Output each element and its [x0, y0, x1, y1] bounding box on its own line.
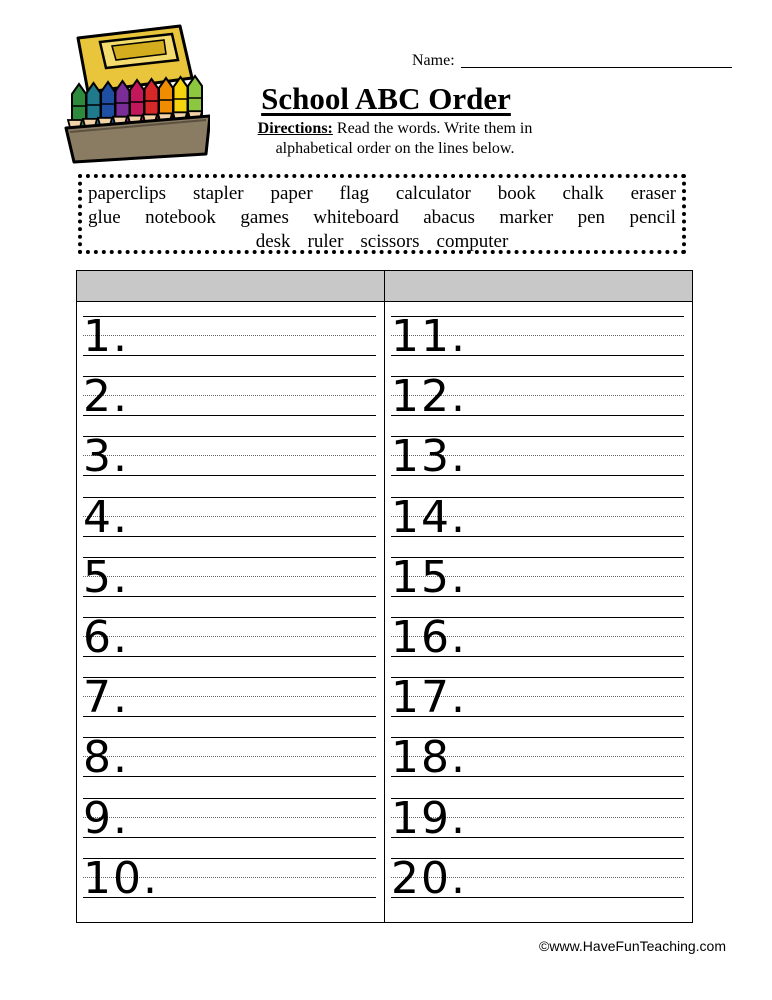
- answer-column-right: [385, 271, 692, 922]
- answer-line[interactable]: [77, 483, 384, 543]
- word-item: stapler: [192, 183, 244, 204]
- word-item: book: [497, 183, 536, 204]
- word-row: [84, 182, 680, 206]
- entries-right: [385, 302, 692, 922]
- line-number: 6.: [83, 612, 129, 663]
- word-item: eraser: [630, 183, 676, 204]
- name-field[interactable]: [412, 46, 732, 70]
- answer-line[interactable]: [385, 543, 692, 603]
- line-number: 16.: [391, 612, 467, 663]
- crayon-box-image: [60, 20, 210, 165]
- line-number: 14.: [391, 491, 467, 543]
- line-number: 12.: [391, 371, 467, 423]
- line-number: 2.: [83, 371, 129, 423]
- word-item: ruler: [307, 231, 344, 252]
- answer-line[interactable]: [385, 302, 692, 362]
- word-item: abacus: [423, 207, 475, 228]
- answer-line[interactable]: [385, 362, 692, 422]
- word-item: flag: [339, 183, 370, 204]
- line-number: 18.: [391, 732, 467, 784]
- word-item: pencil: [629, 207, 676, 228]
- word-item: notebook: [145, 207, 216, 228]
- word-item: scissors: [360, 231, 420, 252]
- word-item: whiteboard: [313, 207, 399, 228]
- line-number: 13.: [391, 431, 467, 483]
- word-row: [84, 206, 680, 230]
- column-header: [77, 271, 384, 302]
- line-number: 19.: [391, 792, 467, 844]
- entries-left: [77, 302, 384, 922]
- answer-line[interactable]: [77, 422, 384, 482]
- line-number: 11.: [391, 311, 467, 362]
- answer-column-left: [77, 271, 385, 922]
- word-item: paper: [270, 183, 313, 204]
- word-item: marker: [499, 207, 554, 228]
- answer-line[interactable]: [77, 603, 384, 663]
- word-item: glue: [88, 207, 121, 228]
- answer-table: [76, 270, 693, 923]
- line-number: 7.: [83, 672, 129, 724]
- line-number: 17.: [391, 672, 467, 724]
- answer-line[interactable]: [385, 483, 692, 543]
- line-number: 9.: [83, 792, 129, 844]
- word-item: desk: [255, 231, 291, 252]
- line-number: 15.: [391, 551, 467, 603]
- column-header: [385, 271, 692, 302]
- directions: [215, 119, 575, 159]
- word-item: pen: [577, 207, 606, 228]
- copyright-footer: ©www.HaveFunTeaching.com: [539, 938, 726, 954]
- answer-line[interactable]: [385, 784, 692, 844]
- answer-line[interactable]: [385, 723, 692, 783]
- word-item: chalk: [562, 183, 604, 204]
- directions-text-line1: Read the words. Write them in: [332, 120, 533, 137]
- answer-line[interactable]: [77, 663, 384, 723]
- line-number: 5.: [83, 551, 129, 603]
- answer-line[interactable]: [77, 302, 384, 362]
- word-item: calculator: [395, 183, 471, 204]
- line-number: 20.: [391, 852, 467, 904]
- line-number: 3.: [83, 431, 129, 483]
- answer-line[interactable]: [77, 723, 384, 783]
- name-label: Name:: [412, 52, 455, 69]
- answer-line[interactable]: [77, 784, 384, 844]
- line-number: 10.: [83, 852, 159, 904]
- line-number: 8.: [83, 732, 129, 784]
- word-item: computer: [436, 231, 509, 252]
- answer-line[interactable]: [77, 844, 384, 904]
- directions-text-line2: alphabetical order on the lines below.: [275, 140, 515, 157]
- answer-line[interactable]: [77, 543, 384, 603]
- page-title: School ABC Order: [261, 81, 511, 116]
- word-bank: [78, 174, 686, 254]
- line-number: 4.: [83, 491, 129, 543]
- name-line[interactable]: [461, 49, 732, 68]
- answer-line[interactable]: [385, 844, 692, 904]
- line-number: 1.: [83, 311, 129, 362]
- directions-label: Directions:: [257, 120, 333, 137]
- answer-line[interactable]: [385, 663, 692, 723]
- answer-line[interactable]: [385, 422, 692, 482]
- crayon-box-icon: [60, 20, 210, 165]
- answer-line[interactable]: [77, 362, 384, 422]
- word-row: [84, 230, 680, 254]
- word-item: paperclips: [88, 183, 167, 204]
- answer-line[interactable]: [385, 603, 692, 663]
- word-item: games: [240, 207, 289, 228]
